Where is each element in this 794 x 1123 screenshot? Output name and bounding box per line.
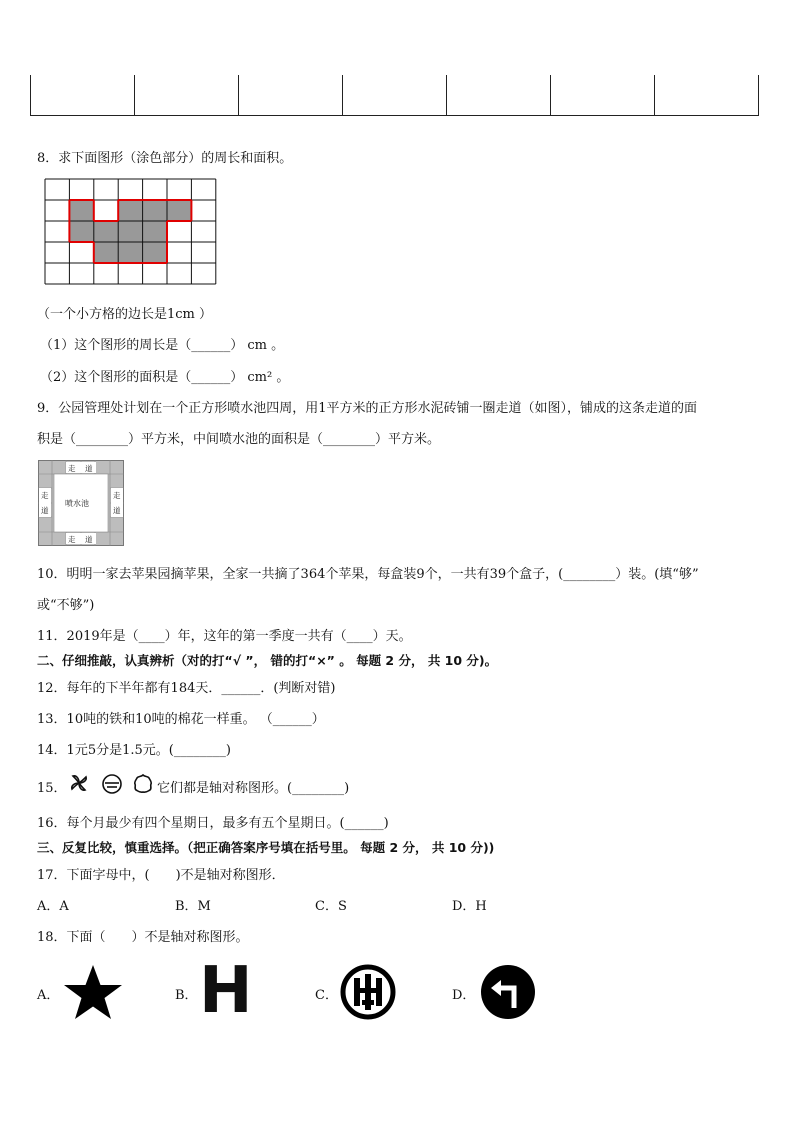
- q13-text: 13．10吨的铁和10吨的棉花一样重。 （______）: [37, 712, 325, 727]
- shaded-cell: [143, 242, 167, 263]
- walk-right-2: 道: [113, 506, 121, 515]
- q18-option-d-label[interactable]: D．: [452, 988, 476, 1003]
- q17-stem: 17．下面字母中，( )不是轴对称图形．: [37, 868, 285, 883]
- star-icon: [62, 963, 124, 1021]
- fountain-walkway-figure: [38, 460, 124, 546]
- q15-number: 15．: [37, 781, 67, 796]
- q17-option-d[interactable]: D．H: [452, 899, 487, 914]
- shaded-cell: [94, 221, 118, 242]
- answer-cell: [551, 75, 655, 116]
- q18-option-a-label[interactable]: A．: [37, 988, 60, 1003]
- bank-logo-icon: [340, 964, 396, 1020]
- q18-option-c-label[interactable]: C．: [315, 988, 338, 1003]
- q18-option-b-label[interactable]: B．: [175, 988, 198, 1003]
- q8-perimeter: （1）这个图形的周长是（______） cm 。: [40, 338, 285, 353]
- q10-line2: 或“不够”): [37, 598, 95, 613]
- turn-left-sign-icon: [480, 964, 536, 1020]
- answer-cell: [655, 75, 759, 116]
- answer-table: [30, 75, 759, 116]
- q8-grid-figure: [44, 178, 218, 286]
- q9-line2: 积是（________）平方米，中间喷水池的面积是（________）平方米。: [37, 432, 441, 447]
- answer-cell: [135, 75, 239, 116]
- answer-cell: [447, 75, 551, 116]
- q16-text: 16．每个月最少有四个星期日，最多有五个星期日。(______): [37, 816, 389, 831]
- flower-outline-icon: [132, 773, 154, 795]
- shaded-cell: [94, 242, 118, 263]
- walk-left-1: 走: [41, 491, 49, 500]
- q17-option-a[interactable]: A．A: [37, 899, 69, 914]
- q10-line1: 10．明明一家去苹果园摘苹果，全家一共摘了364个苹果，每盒装9个，一共有39个盒子，(________）装。(填“够”: [37, 567, 699, 582]
- walk-bottom-2: 道: [85, 535, 93, 544]
- q18-stem: 18．下面（ ）不是轴对称图形。: [37, 930, 249, 945]
- walk-top-2: 道: [85, 464, 93, 473]
- walk-top-1: 走: [68, 464, 76, 473]
- shaded-cell: [118, 221, 142, 242]
- q11-text: 11．2019年是（____）年，这年的第一季度一共有（____）天。: [37, 629, 412, 644]
- shaded-cell: [69, 221, 93, 242]
- pool-label: 喷水池: [65, 499, 89, 508]
- walk-right-1: 走: [113, 491, 121, 500]
- q17-option-b[interactable]: B．M: [175, 899, 211, 914]
- shaded-cell: [143, 221, 167, 242]
- pinwheel-icon: [68, 772, 90, 794]
- shaded-cell: [143, 200, 167, 221]
- q8-area: （2）这个图形的面积是（______） cm² 。: [40, 370, 290, 385]
- q15-text: 它们都是轴对称图形。(________): [157, 781, 350, 796]
- q17-option-c[interactable]: C．S: [315, 899, 347, 914]
- shaded-cell: [167, 200, 191, 221]
- q8-title: 8．求下面图形（涂色部分）的周长和面积。: [37, 151, 293, 166]
- q14-text: 14．1元5分是1.5元。(________): [37, 743, 231, 758]
- shaded-cell: [118, 242, 142, 263]
- answer-cell: [31, 75, 135, 116]
- walk-left-2: 道: [41, 506, 49, 515]
- shaded-cell: [69, 200, 93, 221]
- section-3-heading: 三、反复比较，慎重选择。（把正确答案序号填在括号里。 每题 2 分， 共 10 分)): [37, 840, 495, 855]
- answer-cell: [343, 75, 447, 116]
- q12-text: 12．每年的下半年都有184天．______．(判断对错): [37, 681, 336, 696]
- q9-line1: 9．公园管理处计划在一个正方形喷水池四周，用1平方米的正方形水泥砖铺一圈走道（如图），铺成的这条走道的面: [37, 401, 698, 416]
- answer-cell: [239, 75, 343, 116]
- shaded-cell: [118, 200, 142, 221]
- section-2-heading: 二、仔细推敲，认真辨析（对的打“√ ”， 错的打“×” 。 每题 2 分， 共 10 分)。: [37, 653, 498, 668]
- letter-h-icon: H: [199, 954, 253, 1028]
- circle-lines-icon: [101, 773, 123, 795]
- walk-bottom-1: 走: [68, 535, 76, 544]
- q8-note: （一个小方格的边长是1cm ）: [37, 307, 213, 322]
